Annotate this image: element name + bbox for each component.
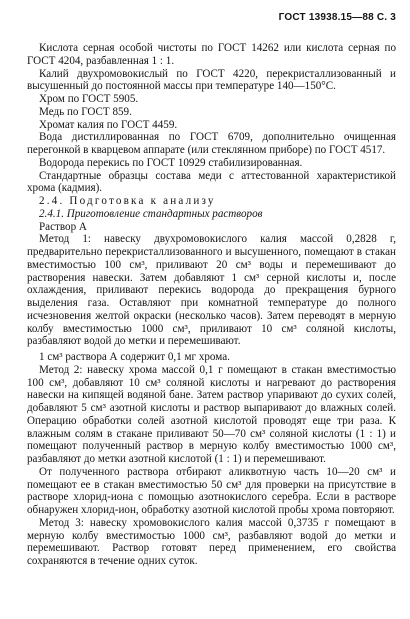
page-header: ГОСТ 13938.15—88 С. 3 [278,12,396,23]
paragraph-potassium-dichromate: Калий двухромовокислый по ГОСТ 4220, перекристаллизованный и высушенный до постоянной массы при температуре 140—150°С. [27,67,396,93]
paragraph-chromium: Хром по ГОСТ 5905. [39,93,139,105]
paragraph-distilled-water: Вода дистиллированная по ГОСТ 6709, дополнительно очищенная перегонкой в кварцевом аппарате (или стеклянном приборе) по ГОСТ 4517. [27,131,396,156]
paragraph-hydrogen-peroxide: Водорода перекись по ГОСТ 10929 стабилизированная. [39,156,303,169]
paragraph-solution-a-title: Раствор А [39,220,87,233]
paragraph-solution-a-content: 1 см³ раствора А содержит 0,1 мг хрома. [39,351,230,363]
paragraph-standard-samples: Стандартные образцы состава меди с аттестованной характеристикой хрома (кадмия). [27,169,396,195]
paragraph-sulfuric-acid: Кислота серная особой чистоты по ГОСТ 14262 или кислота серная по ГОСТ 4204, разбавленная 1 : 1. [27,42,396,67]
paragraph-potassium-chromate: Хромат калия по ГОСТ 4459. [39,118,178,131]
subsection-heading-standard-solutions: 2.4.1. Приготовление стандартных растворов [39,207,263,220]
paragraph-aliquot-check: От полученного раствора отбирают аликвотную часть 10—20 см³ и помещают ее в стакан вместимостью 50 см³ для проверки на присутствие в растворе хлорид-иона с помощью азотнокислого серебра. Если в растворе обнаружен хлорид-ион, обработку азотной кислотой пробы хрома повторяют. [27,465,396,516]
paragraph-method-1: Метод 1: навеску двухромовокислого калия массой 0,2828 г, предварительно перекристаллизованного и высушенного, помещают в стакан вместимостью 100 см³, приливают 20 см³ воды и перемешивают до растворения навески. Затем добавляют 1 см³ серной кислоты и, после охлаждения, приливают перекись водорода до прекращения бурного выделения газа. Оставляют при комнатной температуре до полного исчезновения желтой окраски (несколько часов). Затем переводят в мерную колбу вместимостью 1000 см³, приливают 10 см³ соляной кислоты, разбавляют водой до метки и перемешивают. [27,233,396,348]
paragraph-copper: Медь по ГОСТ 859. [39,105,132,118]
section-heading-preparation: 2.4. Подготовка к анализу [39,195,216,207]
paragraph-method-2: Метод 2: навеску хрома массой 0,1 г помещают в стакан вместимостью 100 см³, добавляют 10 см³ соляной кислоты и нагревают до растворения навески на кипящей водяной бане. Затем раствор упаривают до сухих солей, добавляют 5 см³ азотной кислоты и раствор выпаривают до влажных солей. Операцию обработки солей азотной кислотой проводят еще три раза. К влажным солям в стакане приливают 50—70 см³ соляной кислоты (1 : 1) и помещают полученный раствор в мерную колбу вместимостью 1000 см³, разбавляют до метки азотной кислотой (1 : 1) и перемешивают. [27,363,396,465]
paragraph-method-3: Метод 3: навеску хромовокислого калия массой 0,3735 г помещают в мерную колбу вместимостью 1000 см³, разбавляют водой до метки и перемешивают. Раствор готовят перед применением, его свойства сохраняются в течение одних суток. [27,516,396,567]
